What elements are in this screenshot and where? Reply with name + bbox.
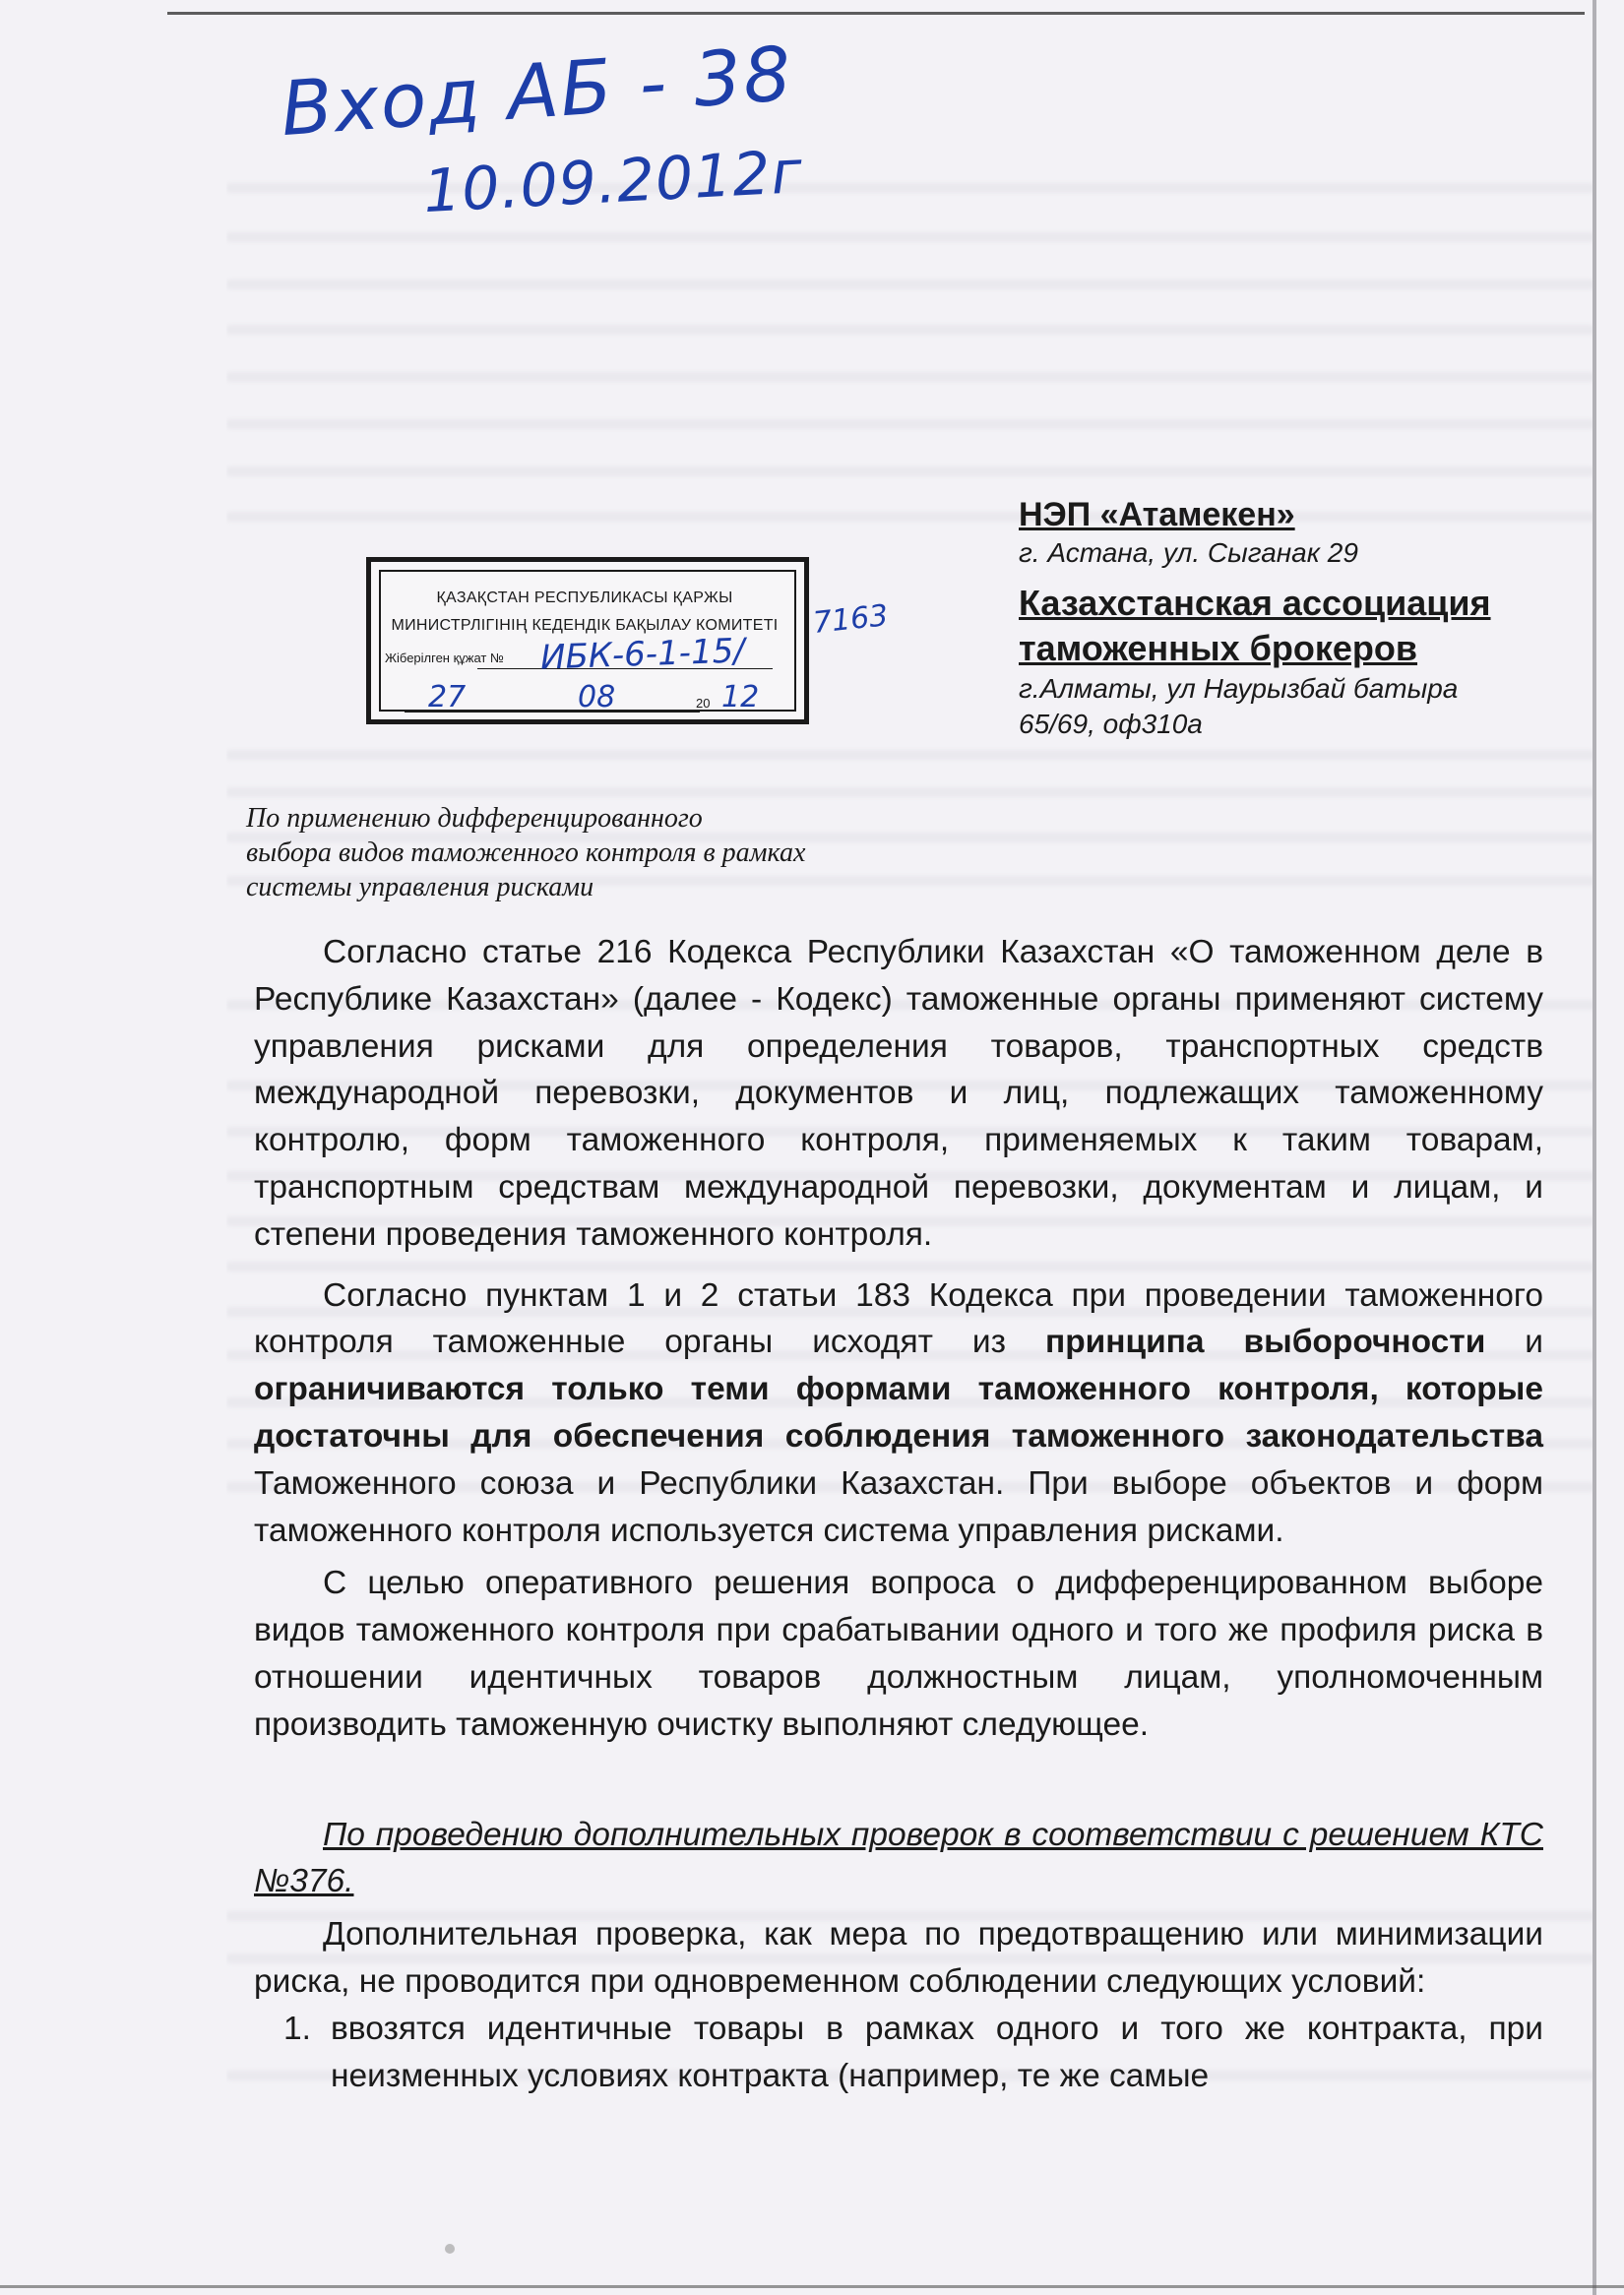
right-edge-shadow bbox=[1593, 0, 1596, 2295]
stamp-year-suffix: 12 bbox=[721, 680, 760, 714]
recipient-address-2-line2: 65/69, оф310а bbox=[1019, 709, 1203, 739]
list-item bbox=[283, 2006, 1543, 2100]
paragraph-3: С целью оперативного решения вопроса о дифференцированном выборе видов таможенного контроля при срабатывании одного и того же профиля риска в отношении идентичных товаров должностным лицам, уполномоченным производить таможенную очистку выполняют следующее. bbox=[254, 1565, 1543, 1743]
subject-line-1: По применению дифференцированного bbox=[246, 803, 703, 834]
paragraph-2-bold-2: ограничиваются только теми формами таможенного контроля, которые достаточны для обеспечения соблюдения таможенного законодательства bbox=[254, 1371, 1543, 1455]
stamp-month: 08 bbox=[578, 680, 616, 714]
recipient-org-2-line2: таможенных брокеров bbox=[1019, 628, 1418, 668]
stamp-handwritten-number: ИБК-6-1-15/ bbox=[539, 631, 746, 678]
paragraph-4: Дополнительная проверка, как мера по предотвращению или минимизации риска, не проводится при одновременном соблюдении следующих условий: bbox=[254, 1916, 1543, 2000]
letter-subject bbox=[246, 801, 994, 904]
stamp-line-1: ҚАЗАҚСТАН РЕСПУБЛИКАСЫ ҚАРЖЫ bbox=[436, 589, 733, 606]
stamp-day: 27 bbox=[428, 680, 467, 714]
paper-speck bbox=[445, 2244, 455, 2254]
handwritten-incoming-date: 10.09.2012г bbox=[421, 137, 805, 227]
paragraph-2: Согласно пунктам 1 и 2 статьи 183 Кодекса при проведении таможенного контроля таможенные органы исходят из принципа выборочности и ограничиваются только теми формами таможенного контроля, которые достаточны для обеспечения соблюдения таможенного законодательства Таможенного союза и Республики Казахстан. При выборе объектов и форм таможенного контроля используется система управления рисками. bbox=[254, 1276, 1543, 1549]
recipient-address-1: г. Астана, ул. Сыганак 29 bbox=[1019, 537, 1358, 568]
top-edge-line bbox=[167, 12, 1585, 15]
recipient-org-1: НЭП «Атамекен» bbox=[1019, 496, 1295, 533]
stamp-line-2: МИНИСТРЛІГІНІҢ КЕДЕНДІК БАҚЫЛАУ КОМИТЕТІ bbox=[391, 617, 779, 634]
bottom-edge-line bbox=[0, 2285, 1624, 2288]
list-item-text: ввозятся идентичные товары в рамках одного и того же контракта, при неизменных условиях контракта (например, те же самые bbox=[331, 2010, 1543, 2094]
letter-body bbox=[254, 929, 1543, 2099]
stamp-doc-label: Жіберілген құжат № bbox=[385, 651, 504, 665]
outgoing-document-stamp bbox=[366, 557, 809, 724]
stamp-handwritten-ref: 7163 bbox=[811, 598, 890, 641]
paragraph-2-bold-1: принципа выборочности bbox=[1044, 1324, 1486, 1361]
subject-line-2: выбора видов таможенного контроля в рамках bbox=[246, 837, 806, 868]
recipient-address-2-line1: г.Алматы, ул Наурызбай батыра bbox=[1019, 673, 1459, 704]
subject-line-3: системы управления рисками bbox=[246, 872, 594, 902]
paragraph-1: Согласно статье 216 Кодекса Республики Казахстан «О таможенном деле в Республике Казахстан» (далее - Кодекс) таможенные органы применяют систему управления рисками для определения товаров, транспортных средств международной перевозки, документов и лиц, подлежащих таможенному контролю, форм таможенного контроля, применяемых к таким товарам, транспортным средствам международной перевозки, документам и лицам, и степени проведения таможенного контроля. bbox=[254, 934, 1543, 1253]
list-item-number: 1. bbox=[283, 2010, 311, 2047]
recipient-org-2-line1: Казахстанская ассоциация bbox=[1019, 583, 1491, 623]
recipient-block bbox=[1019, 494, 1570, 742]
stamp-year-prefix: 20 bbox=[696, 696, 711, 711]
section-heading: По проведению дополнительных проверок в соответствии с решением КТС №376. bbox=[254, 1816, 1543, 1900]
handwritten-incoming-number: Вход АБ - 38 bbox=[278, 29, 796, 154]
